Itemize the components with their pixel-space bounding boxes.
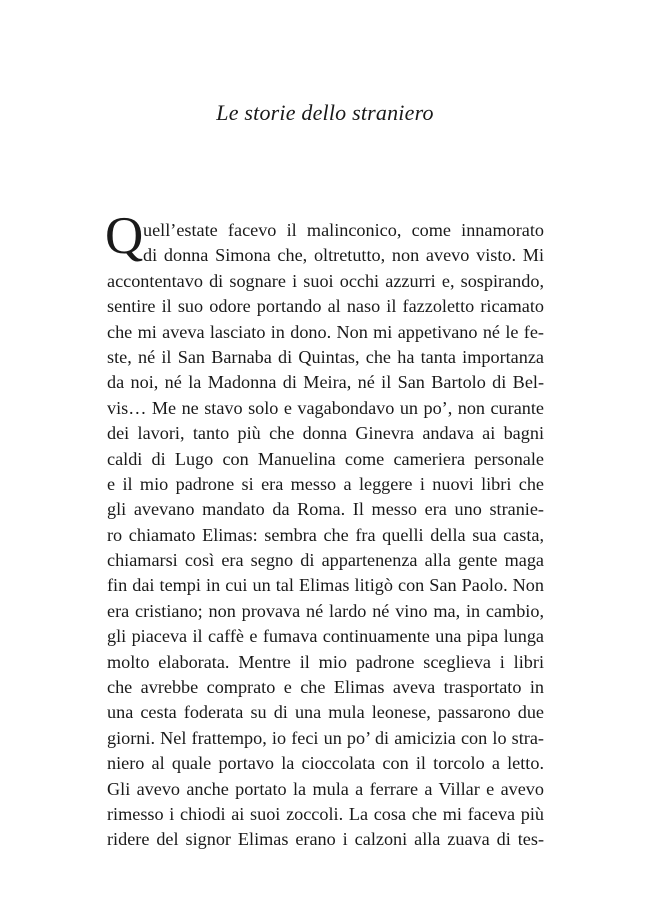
text-line: da noi, né la Madonna di Meira, né il San Bartolo di Bel- — [107, 372, 544, 393]
text-line: giorni. Nel frattempo, io feci un po’ di amicizia con lo stra- — [107, 727, 544, 748]
text-line: di donna Simona che, oltretutto, non avevo visto. Mi — [143, 245, 544, 266]
text-line: molto elaborata. Mentre il mio padrone sceglieva i libri — [107, 651, 544, 672]
text-line: chiamarsi così era segno di appartenenza alla gente maga — [107, 550, 544, 571]
text-line: gli piaceva il caffè e fumava continuamente una pipa lunga — [107, 626, 544, 647]
text-line: accontentavo di sognare i suoi occhi azzurri e, sospirando, — [107, 270, 544, 291]
text-line: vis… Me ne stavo solo e vagabondavo un po’, non curante — [107, 397, 544, 418]
body-text — [105, 207, 544, 853]
text-line: che mi aveva lasciato in dono. Non mi appetivano né le fe- — [107, 321, 544, 342]
text-line: che avrebbe comprato e che Elimas aveva trasportato in — [107, 677, 544, 698]
text-line: Gli avevo anche portato la mula a ferrare a Villar e avevo — [107, 778, 544, 799]
text-line: uell’estate facevo il malinconico, come innamorato — [143, 220, 544, 240]
text-line: gli avevano mandato da Roma. Il messo era uno stranie- — [107, 499, 544, 520]
text-line: rimesso i chiodi ai suoi zoccoli. La cosa che mi faceva più — [107, 803, 544, 824]
text-line: e il mio padrone si era messo a leggere i nuovi libri che — [107, 473, 544, 494]
text-line: era cristiano; non provava né lardo né vino ma, in cambio, — [107, 600, 544, 621]
drop-cap: Q — [105, 207, 144, 265]
text-line: ridere del signor Elimas erano i calzoni alla zuava di tes- — [107, 829, 544, 850]
text-line: ro chiamato Elimas: sembra che fra quelli della sua casta, — [107, 524, 544, 545]
chapter-title: Le storie dello straniero — [216, 100, 434, 125]
text-line: niero al quale portavo la cioccolata con il torcolo a letto. — [107, 753, 544, 774]
text-line: caldi di Lugo con Manuelina come cameriera personale — [107, 448, 544, 469]
text-line: una cesta foderata su di una mula leonese, passarono due — [107, 702, 544, 723]
text-line: fin dai tempi in cui un tal Elimas litigò con San Paolo. Non — [107, 575, 544, 596]
text-line: ste, né il San Barnaba di Quintas, che ha tanta importanza — [107, 346, 544, 367]
text-line: sentire il suo odore portando al naso il fazzoletto ricamato — [107, 296, 544, 317]
text-line: dei lavori, tanto più che donna Ginevra andava ai bagni — [107, 423, 544, 444]
